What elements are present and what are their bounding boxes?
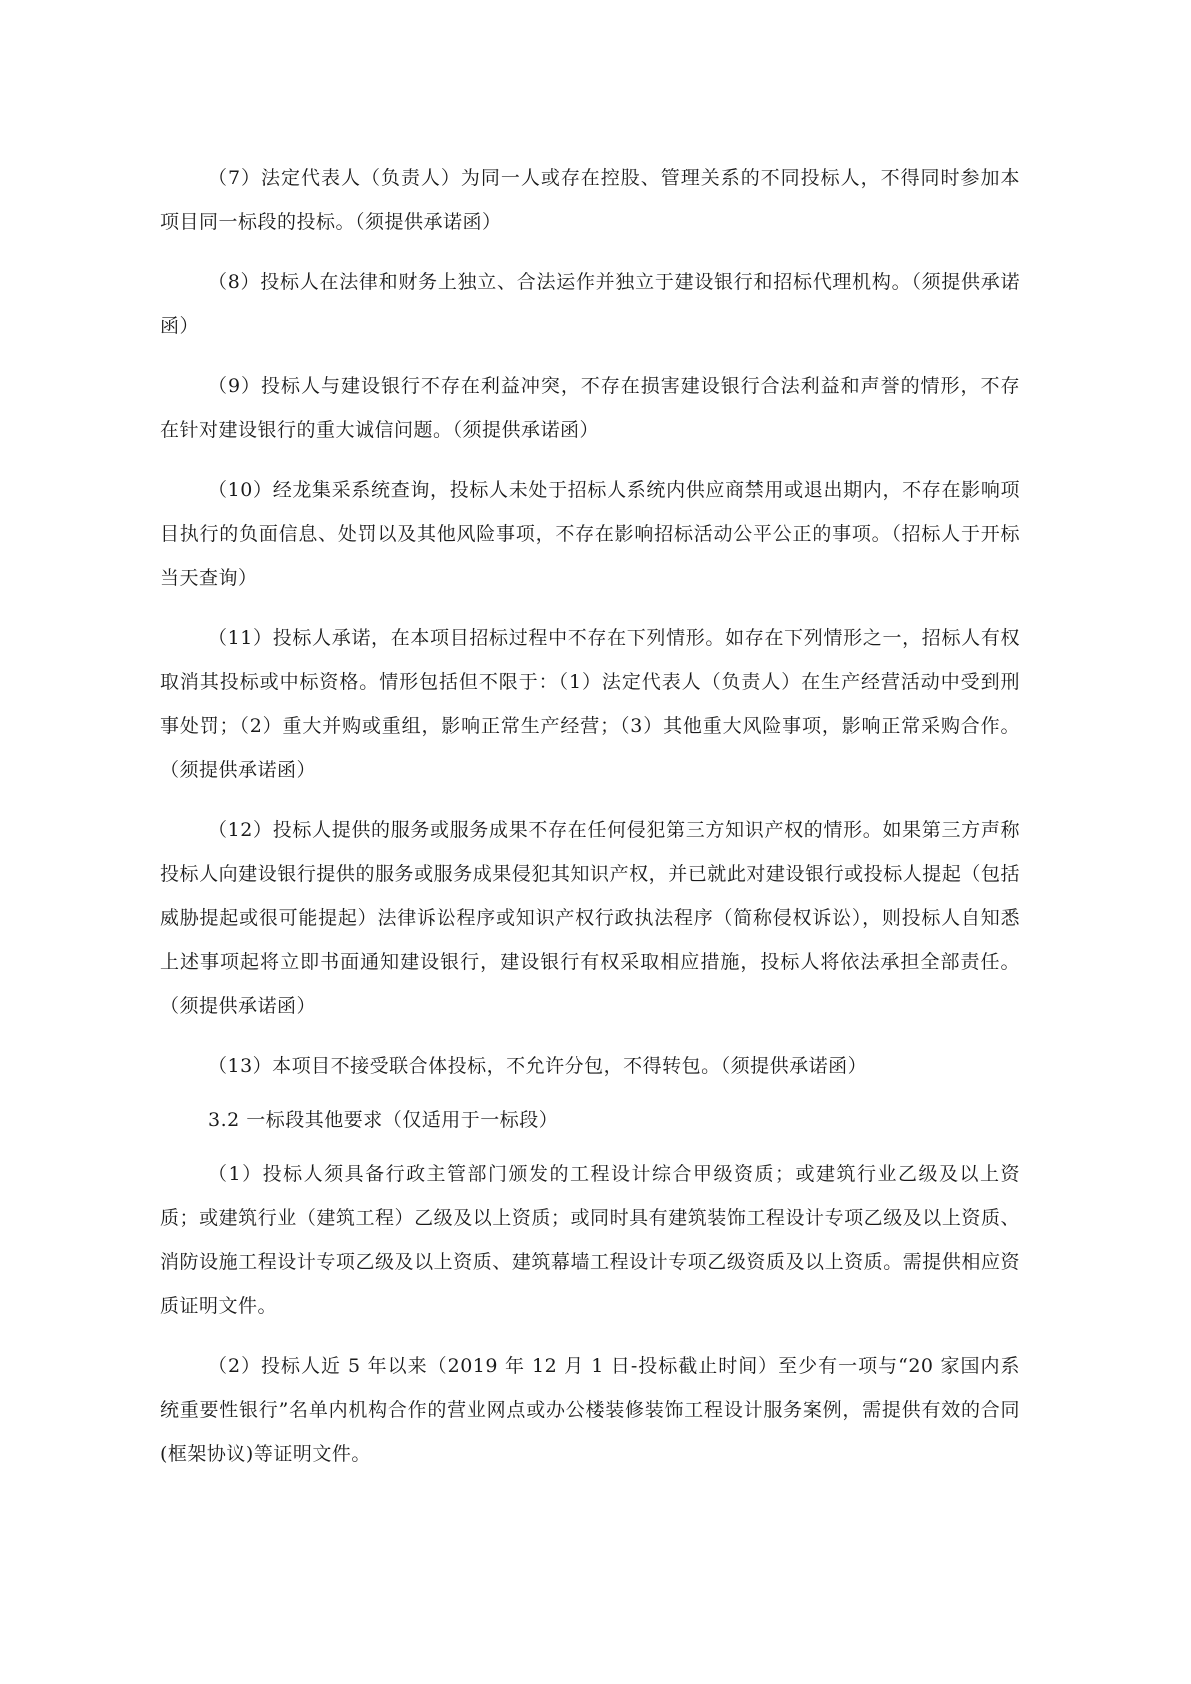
requirement-1: （1）投标人须具备行政主管部门颁发的工程设计综合甲级资质；或建筑行业乙级及以上资质；或建筑行业（建筑工程）乙级及以上资质；或同时具有建筑装饰工程设计专项乙级及以上资质、消防设施工程设计专项乙级及以上资质、建筑幕墙工程设计专项乙级资质及以上资质。需提供相应资质证明文件。 [160, 1163, 1020, 1317]
clause-10: （10）经龙集采系统查询，投标人未处于招标人系统内供应商禁用或退出期内，不存在影响项目执行的负面信息、处罚以及其他风险事项，不存在影响招标活动公平公正的事项。（招标人于开标当天查询） [160, 479, 1020, 589]
section-heading-3-2: 3.2 一标段其他要求（仅适用于一标段） [208, 1109, 559, 1131]
requirement-2: （2）投标人近 5 年以来（2019 年 12 月 1 日-投标截止时间）至少有一项与“20 家国内系统重要性银行”名单内机构合作的营业网点或办公楼装修装饰工程设计服务案例，需提供有效的合同(框架协议)等证明文件。 [160, 1355, 1020, 1465]
clause-7: （7）法定代表人（负责人）为同一人或存在控股、管理关系的不同投标人，不得同时参加本项目同一标段的投标。（须提供承诺函） [160, 167, 1020, 233]
clause-8: （8）投标人在法律和财务上独立、合法运作并独立于建设银行和招标代理机构。（须提供承诺函） [160, 271, 1020, 337]
clause-13: （13）本项目不接受联合体投标，不允许分包，不得转包。（须提供承诺函） [208, 1055, 868, 1077]
clause-11: （11）投标人承诺，在本项目招标过程中不存在下列情形。如存在下列情形之一，招标人有权取消其投标或中标资格。情形包括但不限于：（1）法定代表人（负责人）在生产经营活动中受到刑事处罚；（2）重大并购或重组，影响正常生产经营；（3）其他重大风险事项，影响正常采购合作。（须提供承诺函） [160, 627, 1020, 781]
clause-9: （9）投标人与建设银行不存在利益冲突，不存在损害建设银行合法利益和声誉的情形，不存在针对建设银行的重大诚信问题。（须提供承诺函） [160, 375, 1020, 441]
clause-12: （12）投标人提供的服务或服务成果不存在任何侵犯第三方知识产权的情形。如果第三方声称投标人向建设银行提供的服务或服务成果侵犯其知识产权，并已就此对建设银行或投标人提起（包括威胁提起或很可能提起）法律诉讼程序或知识产权行政执法程序（简称侵权诉讼），则投标人自知悉上述事项起将立即书面通知建设银行，建设银行有权采取相应措施，投标人将依法承担全部责任。（须提供承诺函） [160, 819, 1020, 1017]
document-body [160, 156, 1020, 1492]
